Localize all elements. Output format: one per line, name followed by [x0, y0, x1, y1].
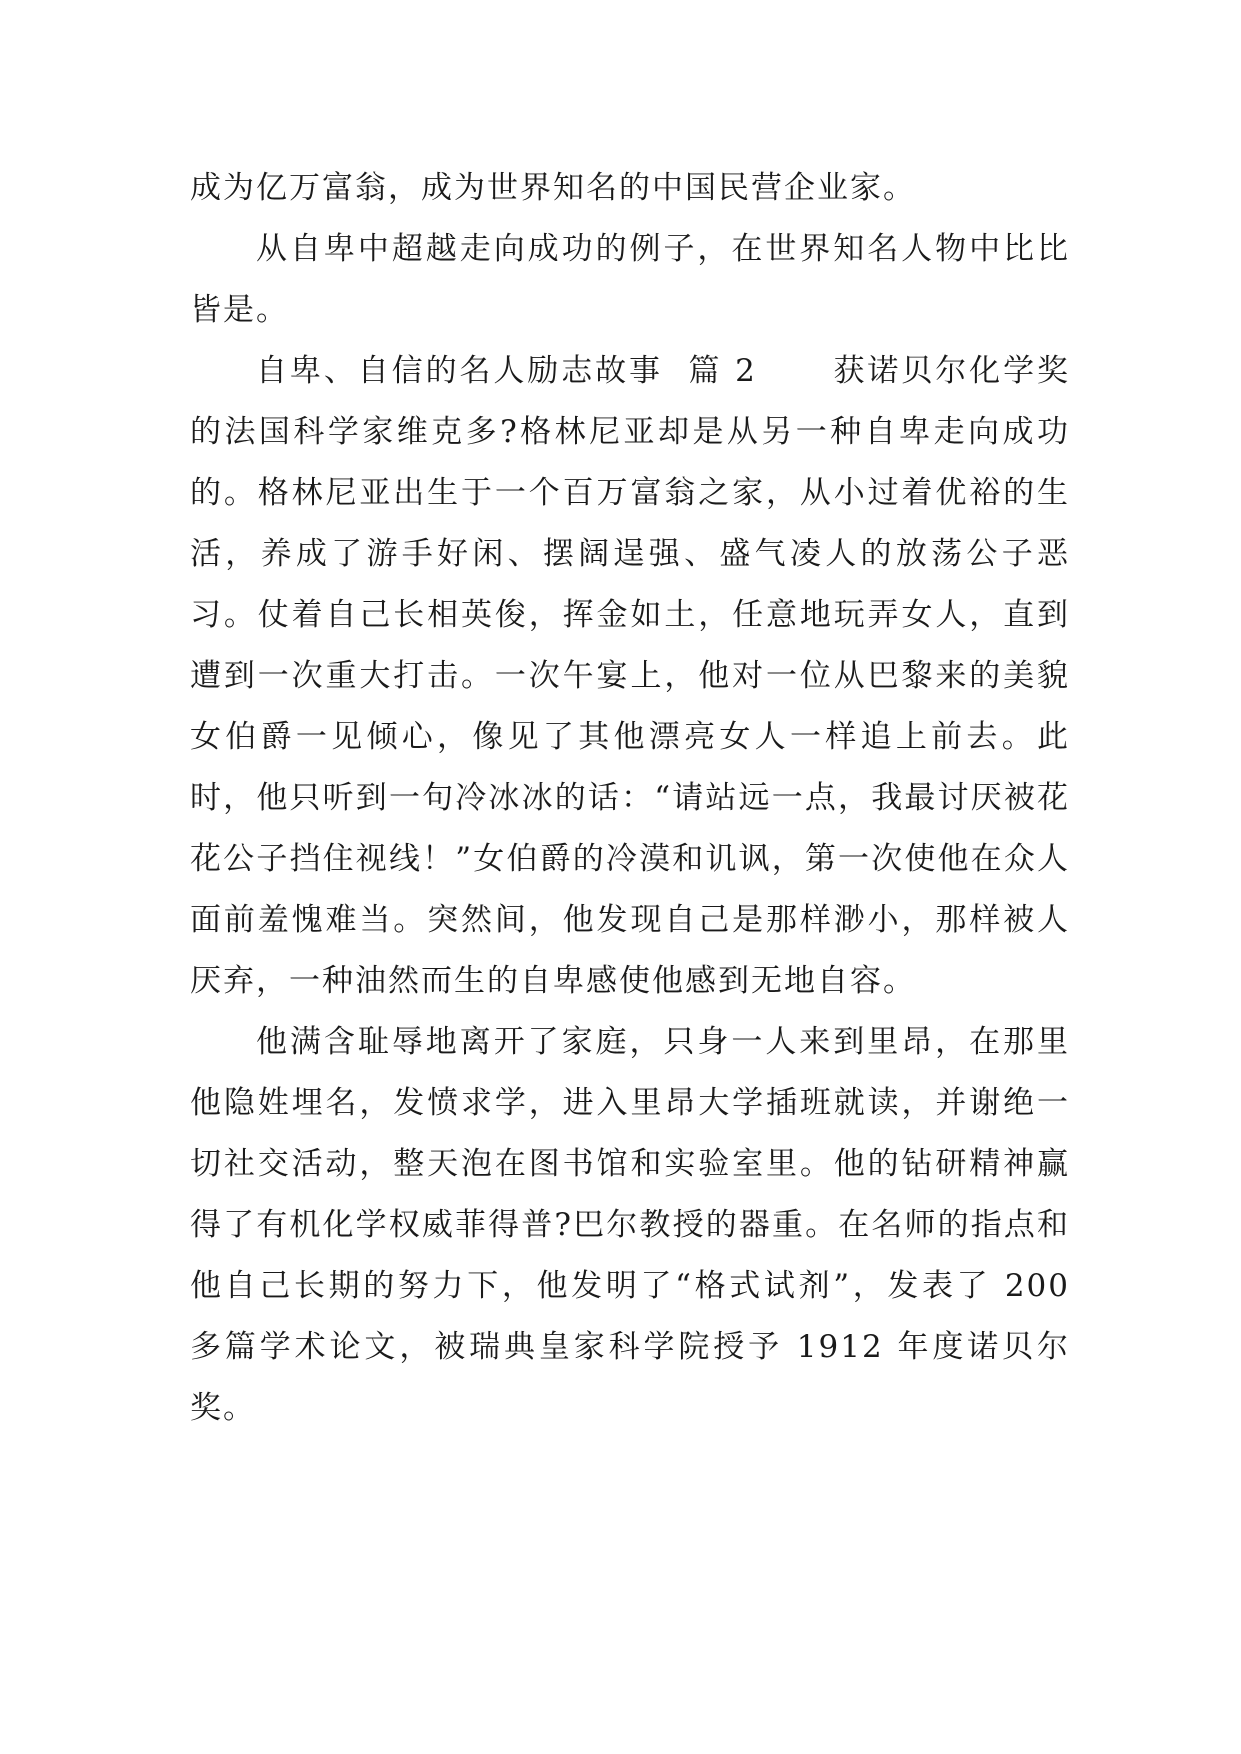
paragraph-continuation: 成为亿万富翁，成为世界知名的中国民营企业家。 — [190, 170, 916, 206]
paragraph-examples: 从自卑中超越走向成功的例子，在世界知名人物中比比皆是。 — [190, 231, 1070, 328]
paragraph-text: 获诺贝尔化学奖的法国科学家维克多?格林尼亚却是从另一种自卑走向成功的。格林尼亚出生于一个百万富翁之家，从小过着优裕的生活，养成了游手好闲、摆阔逞强、盛气凌人的放荡公子恶习。仗着自己长相英俊，挥金如土，任意地玩弄女人，直到遭到一次重大打击。一次午宴上，他对一位从巴黎来的美貌女伯爵一见倾心，像见了其他漂亮女人一样追上前去。此时，他只听到一句冷冰冰的话：“请站远一点，我最讨厌被花花公子挡住视线！”女伯爵的冷漠和讥讽，第一次使他在众人面前羞愧难当。突然间，他发现自己是那样渺小，那样被人厌弃，一种油然而生的自卑感使他感到无地自容。 — [190, 353, 1070, 999]
section-heading: 自卑、自信的名人励志故事 篇 2 — [256, 353, 757, 389]
paragraph-grignard-story — [190, 341, 1070, 1012]
paragraph-lyon-study: 他满含耻辱地离开了家庭，只身一人来到里昂，在那里他隐姓埋名，发愤求学，进入里昂大学插班就读，并谢绝一切社交活动，整天泡在图书馆和实验室里。他的钻研精神赢得了有机化学权威菲得普?巴尔教授的器重。在名师的指点和他自己长期的努力下，他发明了“格式试剂”，发表了 200 多篇学术论文，被瑞典皇家科学院授予 1912 年度诺贝尔奖。 — [190, 1024, 1070, 1426]
document-body — [190, 158, 1070, 1439]
heading-gap — [757, 353, 834, 389]
